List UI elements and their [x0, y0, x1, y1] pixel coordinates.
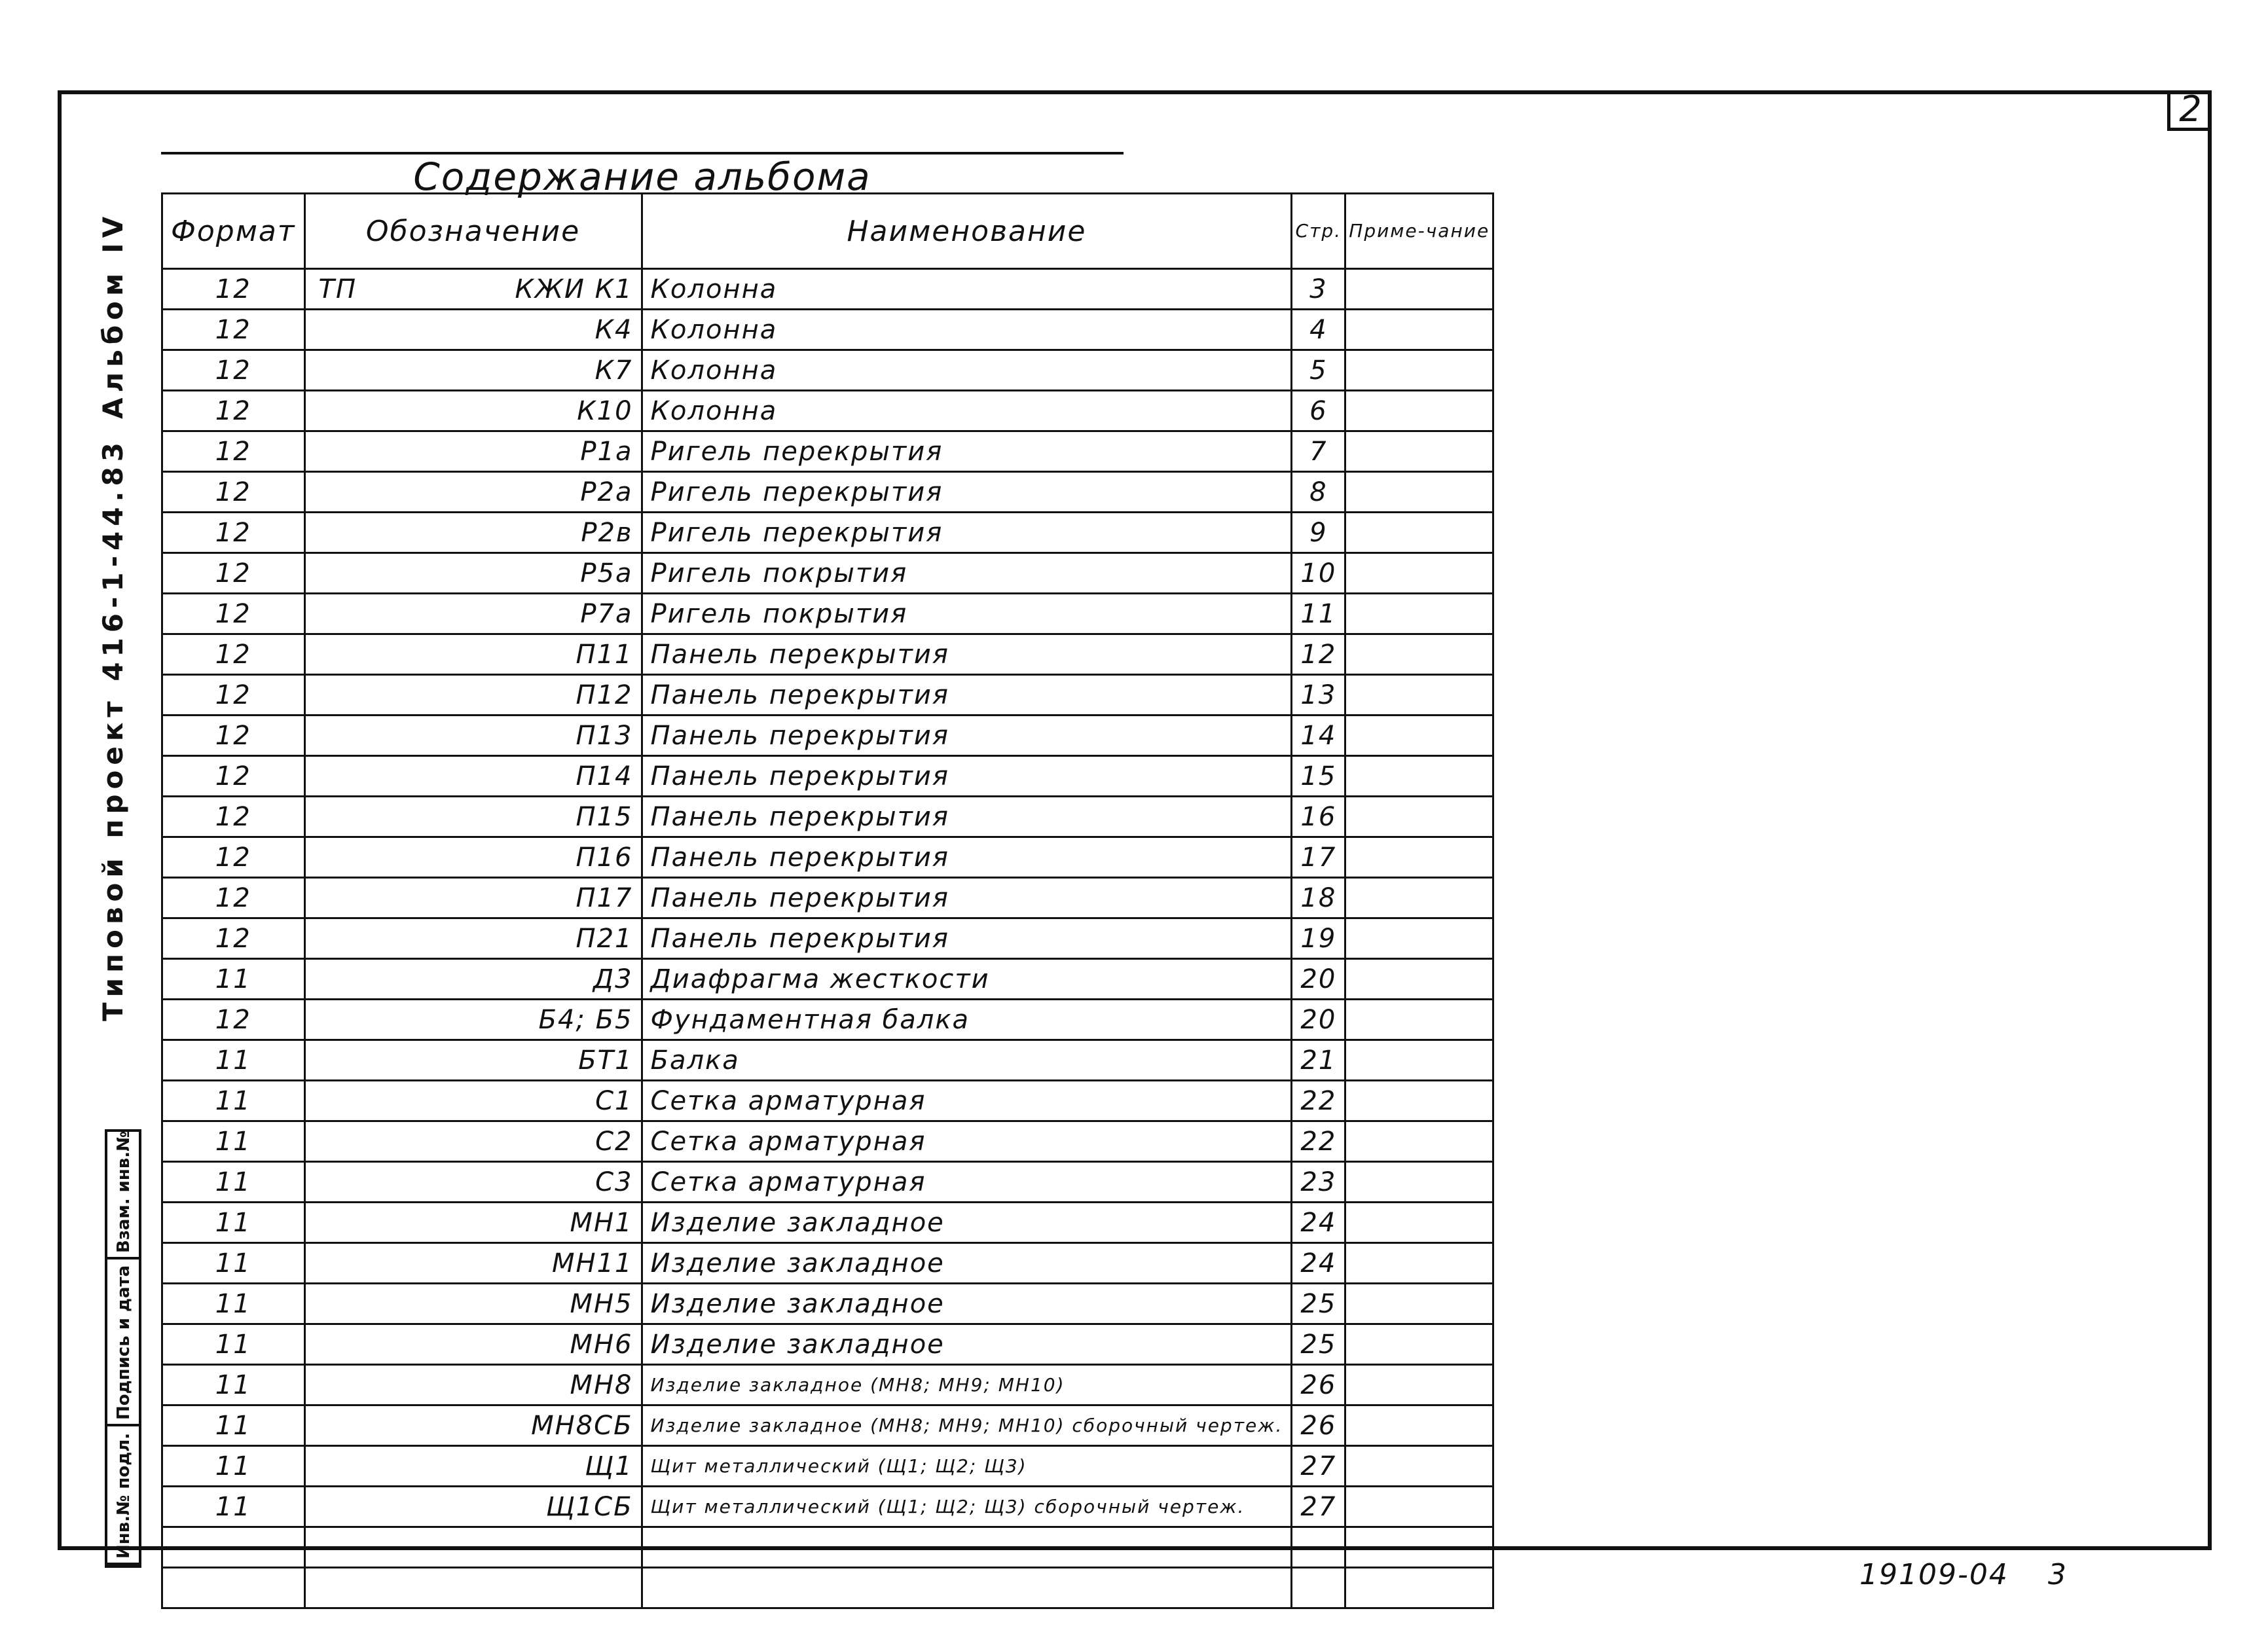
designation-value: К10: [577, 395, 633, 426]
cell-designation: [304, 675, 642, 716]
table-row: [162, 797, 1493, 837]
cell-format: 11: [162, 1121, 305, 1162]
footer-code: [1859, 1558, 2068, 1591]
cell-designation: [304, 634, 642, 675]
cell-page: 7: [1292, 431, 1345, 472]
cell-designation: [304, 1081, 642, 1121]
cell-page: 21: [1292, 1040, 1345, 1081]
cell-format: 12: [162, 634, 305, 675]
stamp-label: Взам. инв.№: [114, 1131, 134, 1253]
cell-designation: [304, 431, 642, 472]
side-album-label: Альбом IV: [97, 211, 129, 419]
table-row: [162, 1527, 1493, 1568]
cell-note: [1345, 1243, 1493, 1284]
cell-name: Изделие закладное (МН8; МН9; МН10): [642, 1365, 1292, 1405]
cell-name: Колонна: [642, 350, 1292, 391]
cell-page: 15: [1292, 756, 1345, 797]
cell-name: Панель перекрытия: [642, 756, 1292, 797]
table-row: [162, 878, 1493, 918]
table-row: [162, 1405, 1493, 1446]
designation-value: МН8СБ: [531, 1410, 633, 1441]
cell-note: [1345, 513, 1493, 553]
cell-format: 12: [162, 918, 305, 959]
cell-note: [1345, 959, 1493, 1000]
table-row: [162, 675, 1493, 716]
cell-note: [1345, 310, 1493, 350]
cell-note: [1345, 918, 1493, 959]
contents-table: [161, 192, 1494, 1609]
table-row: [162, 1121, 1493, 1162]
cell-name: Колонна: [642, 391, 1292, 431]
designation-value: МН5: [570, 1288, 633, 1319]
cell-note: [1345, 1081, 1493, 1121]
cell-name: Изделие закладное: [642, 1243, 1292, 1284]
designation-value: МН8: [570, 1369, 633, 1400]
cell-designation: [304, 1040, 642, 1081]
side-project-title: Типовой проект 416-1-44.83: [97, 437, 129, 1021]
cell-name: Щит металлический (Щ1; Щ2; Щ3) сборочный чертеж.: [642, 1487, 1292, 1527]
designation-value: П15: [576, 801, 633, 832]
table-row: [162, 553, 1493, 594]
cell-name: Панель перекрытия: [642, 878, 1292, 918]
cell-note: [1345, 675, 1493, 716]
cell-format: 12: [162, 716, 305, 756]
approval-stamp: [105, 1129, 141, 1568]
cell-page: 20: [1292, 1000, 1345, 1040]
document-code: 19109-04: [1859, 1558, 2009, 1591]
table-row: [162, 472, 1493, 513]
cell-page: 27: [1292, 1446, 1345, 1487]
table-row: [162, 716, 1493, 756]
cell-name: Панель перекрытия: [642, 675, 1292, 716]
cell-format: 11: [162, 1081, 305, 1121]
table-row: [162, 513, 1493, 553]
sheet-number: 2: [2167, 90, 2212, 131]
cell-format: 12: [162, 675, 305, 716]
designation-value: К7: [594, 355, 633, 386]
stamp-cell-signature: [107, 1259, 139, 1426]
cell-designation: [304, 391, 642, 431]
cell-note: [1345, 1487, 1493, 1527]
cell-page: 22: [1292, 1121, 1345, 1162]
cell-note: [1345, 1446, 1493, 1487]
designation-value: Д3: [593, 964, 633, 994]
cell-note: [1345, 1365, 1493, 1405]
cell-note: [1345, 1527, 1493, 1568]
cell-name: Ригель перекрытия: [642, 513, 1292, 553]
cell-note: [1345, 716, 1493, 756]
designation-value: Р1а: [580, 436, 633, 467]
cell-page: 3: [1292, 269, 1345, 310]
cell-note: [1345, 391, 1493, 431]
table-row: [162, 756, 1493, 797]
designation-value: Р7а: [580, 598, 633, 629]
cell-page: 6: [1292, 391, 1345, 431]
cell-note: [1345, 1203, 1493, 1243]
cell-name: Изделие закладное: [642, 1324, 1292, 1365]
cell-designation: [304, 1446, 642, 1487]
cell-note: [1345, 1568, 1493, 1608]
cell-note: [1345, 553, 1493, 594]
cell-format: [162, 1527, 305, 1568]
cell-note: [1345, 837, 1493, 878]
designation-value: С3: [595, 1167, 633, 1197]
table-row: [162, 1324, 1493, 1365]
cell-format: 11: [162, 959, 305, 1000]
cell-designation: [304, 1121, 642, 1162]
table-row: [162, 1243, 1493, 1284]
cell-page: 25: [1292, 1324, 1345, 1365]
cell-designation: [304, 1365, 642, 1405]
designation-value: БТ1: [578, 1045, 633, 1076]
cell-format: 12: [162, 1000, 305, 1040]
designation-value: МН6: [570, 1329, 633, 1360]
cell-note: [1345, 350, 1493, 391]
cell-designation: [304, 1324, 642, 1365]
cell-format: 11: [162, 1040, 305, 1081]
table-row: [162, 310, 1493, 350]
cell-designation: [304, 472, 642, 513]
cell-designation: [304, 1405, 642, 1446]
cell-format: 12: [162, 837, 305, 878]
cell-page: 11: [1292, 594, 1345, 634]
cell-note: [1345, 472, 1493, 513]
cell-name: Ригель перекрытия: [642, 472, 1292, 513]
cell-note: [1345, 1121, 1493, 1162]
cell-format: 12: [162, 472, 305, 513]
designation-value: П12: [576, 680, 633, 710]
table-row: [162, 1000, 1493, 1040]
cell-name: Панель перекрытия: [642, 634, 1292, 675]
cell-note: [1345, 1162, 1493, 1203]
cell-name: Колонна: [642, 310, 1292, 350]
table-row: [162, 1081, 1493, 1121]
cell-designation: [304, 513, 642, 553]
cell-designation: [304, 594, 642, 634]
cell-format: 11: [162, 1162, 305, 1203]
cell-name: Сетка арматурная: [642, 1081, 1292, 1121]
designation-value: Щ1СБ: [545, 1491, 633, 1522]
cell-note: [1345, 1040, 1493, 1081]
cell-name: Диафрагма жесткости: [642, 959, 1292, 1000]
cell-page: 10: [1292, 553, 1345, 594]
cell-note: [1345, 1405, 1493, 1446]
cell-format: 12: [162, 431, 305, 472]
designation-value: Р2а: [580, 477, 633, 507]
cell-format: 11: [162, 1487, 305, 1527]
cell-designation: [304, 1243, 642, 1284]
cell-designation: [304, 837, 642, 878]
table-row: [162, 431, 1493, 472]
cell-designation: [304, 310, 642, 350]
designation-value: П17: [576, 882, 633, 913]
cell-format: 11: [162, 1446, 305, 1487]
cell-format: 11: [162, 1365, 305, 1405]
cell-format: 11: [162, 1243, 305, 1284]
cell-designation: [304, 1162, 642, 1203]
cell-page: 26: [1292, 1365, 1345, 1405]
cell-name: Ригель покрытия: [642, 553, 1292, 594]
header-designation: Обозначение: [304, 194, 642, 269]
stamp-cell-inventory: [107, 1426, 139, 1565]
cell-page: 13: [1292, 675, 1345, 716]
designation-value: П16: [576, 842, 633, 873]
table-row: [162, 1040, 1493, 1081]
table-row: [162, 391, 1493, 431]
designation-value: МН1: [570, 1207, 633, 1238]
cell-page: 22: [1292, 1081, 1345, 1121]
designation-prefix: ТП: [318, 274, 357, 304]
cell-name: Изделие закладное (МН8; МН9; МН10) сборочный чертеж.: [642, 1405, 1292, 1446]
table-row: [162, 594, 1493, 634]
cell-format: 11: [162, 1284, 305, 1324]
designation-value: П21: [576, 923, 633, 954]
cell-name: Сетка арматурная: [642, 1162, 1292, 1203]
header-row: [162, 194, 1493, 269]
cell-designation: [304, 756, 642, 797]
table-row: [162, 1284, 1493, 1324]
cell-name: Панель перекрытия: [642, 837, 1292, 878]
cell-note: [1345, 756, 1493, 797]
designation-value: К4: [594, 314, 633, 345]
cell-designation: [304, 1000, 642, 1040]
stamp-label: Инв.№ подл.: [114, 1432, 134, 1559]
header-page: Стр.: [1292, 194, 1345, 269]
cell-format: 12: [162, 756, 305, 797]
cell-page: 18: [1292, 878, 1345, 918]
cell-page: 8: [1292, 472, 1345, 513]
designation-value: КЖИ К1: [515, 274, 633, 304]
cell-designation: [304, 959, 642, 1000]
stamp-cell-replacement: [107, 1132, 139, 1259]
cell-name: [642, 1568, 1292, 1608]
cell-name: Щит металлический (Щ1; Щ2; Щ3): [642, 1446, 1292, 1487]
designation-value: Б4; Б5: [538, 1004, 633, 1035]
table-row: [162, 959, 1493, 1000]
cell-note: [1345, 1284, 1493, 1324]
cell-designation: [304, 1568, 642, 1608]
cell-note: [1345, 1324, 1493, 1365]
cell-format: 11: [162, 1405, 305, 1446]
cell-page: 17: [1292, 837, 1345, 878]
table-row: [162, 1203, 1493, 1243]
table-row: [162, 1446, 1493, 1487]
cell-note: [1345, 878, 1493, 918]
cell-name: Фундаментная балка: [642, 1000, 1292, 1040]
cell-designation: [304, 1527, 642, 1568]
header-note: Приме-чание: [1345, 194, 1493, 269]
designation-value: Р2в: [581, 517, 633, 548]
cell-note: [1345, 634, 1493, 675]
cell-name: Изделие закладное: [642, 1203, 1292, 1243]
cell-page: 24: [1292, 1243, 1345, 1284]
designation-value: МН11: [552, 1248, 633, 1278]
cell-format: [162, 1568, 305, 1608]
cell-name: Панель перекрытия: [642, 918, 1292, 959]
cell-name: Балка: [642, 1040, 1292, 1081]
cell-name: Панель перекрытия: [642, 797, 1292, 837]
cell-page: 5: [1292, 350, 1345, 391]
cell-format: 12: [162, 513, 305, 553]
cell-page: [1292, 1527, 1345, 1568]
table-row: [162, 837, 1493, 878]
designation-value: П13: [576, 720, 633, 751]
cell-format: 11: [162, 1203, 305, 1243]
cell-name: Колонна: [642, 269, 1292, 310]
cell-format: 12: [162, 594, 305, 634]
cell-format: 12: [162, 797, 305, 837]
cell-name: Ригель перекрытия: [642, 431, 1292, 472]
cell-designation: [304, 1203, 642, 1243]
cell-note: [1345, 431, 1493, 472]
cell-format: 12: [162, 350, 305, 391]
cell-format: 12: [162, 878, 305, 918]
header-name: Наименование: [642, 194, 1292, 269]
cell-designation: [304, 269, 642, 310]
designation-value: П14: [576, 761, 633, 791]
designation-value: Р5а: [580, 558, 633, 589]
stamp-label: Подпись и дата: [114, 1265, 134, 1420]
table-row: [162, 1568, 1493, 1608]
table-row: [162, 634, 1493, 675]
designation-value: С2: [595, 1126, 633, 1157]
cell-page: 12: [1292, 634, 1345, 675]
designation-value: Щ1: [585, 1451, 633, 1481]
cell-format: 12: [162, 553, 305, 594]
cell-designation: [304, 878, 642, 918]
cell-page: 9: [1292, 513, 1345, 553]
cell-name: Изделие закладное: [642, 1284, 1292, 1324]
cell-note: [1345, 1000, 1493, 1040]
cell-designation: [304, 553, 642, 594]
cell-page: 25: [1292, 1284, 1345, 1324]
table-row: [162, 1487, 1493, 1527]
cell-page: 16: [1292, 797, 1345, 837]
cell-designation: [304, 797, 642, 837]
cell-note: [1345, 594, 1493, 634]
designation-value: П11: [576, 639, 633, 670]
cell-format: 12: [162, 310, 305, 350]
cell-name: Сетка арматурная: [642, 1121, 1292, 1162]
table-row: [162, 350, 1493, 391]
cell-format: 12: [162, 391, 305, 431]
cell-name: Панель перекрытия: [642, 716, 1292, 756]
cell-format: 11: [162, 1324, 305, 1365]
footer-page: 3: [2047, 1558, 2068, 1591]
header-format: Формат: [162, 194, 305, 269]
cell-designation: [304, 1487, 642, 1527]
cell-format: 12: [162, 269, 305, 310]
cell-designation: [304, 716, 642, 756]
cell-name: Ригель покрытия: [642, 594, 1292, 634]
cell-page: 20: [1292, 959, 1345, 1000]
cell-name: [642, 1527, 1292, 1568]
cell-page: [1292, 1568, 1345, 1608]
cell-page: 19: [1292, 918, 1345, 959]
cell-page: 24: [1292, 1203, 1345, 1243]
cell-designation: [304, 1284, 642, 1324]
contents-body: [162, 269, 1493, 1608]
cell-page: 4: [1292, 310, 1345, 350]
cell-page: 14: [1292, 716, 1345, 756]
cell-designation: [304, 350, 642, 391]
cell-designation: [304, 918, 642, 959]
cell-note: [1345, 269, 1493, 310]
cell-page: 26: [1292, 1405, 1345, 1446]
table-row: [162, 918, 1493, 959]
cell-page: 23: [1292, 1162, 1345, 1203]
table-row: [162, 269, 1493, 310]
table-row: [162, 1365, 1493, 1405]
designation-value: С1: [595, 1085, 633, 1116]
contents-title: Содержание альбома: [161, 152, 1124, 192]
cell-note: [1345, 797, 1493, 837]
table-row: [162, 1162, 1493, 1203]
cell-page: 27: [1292, 1487, 1345, 1527]
